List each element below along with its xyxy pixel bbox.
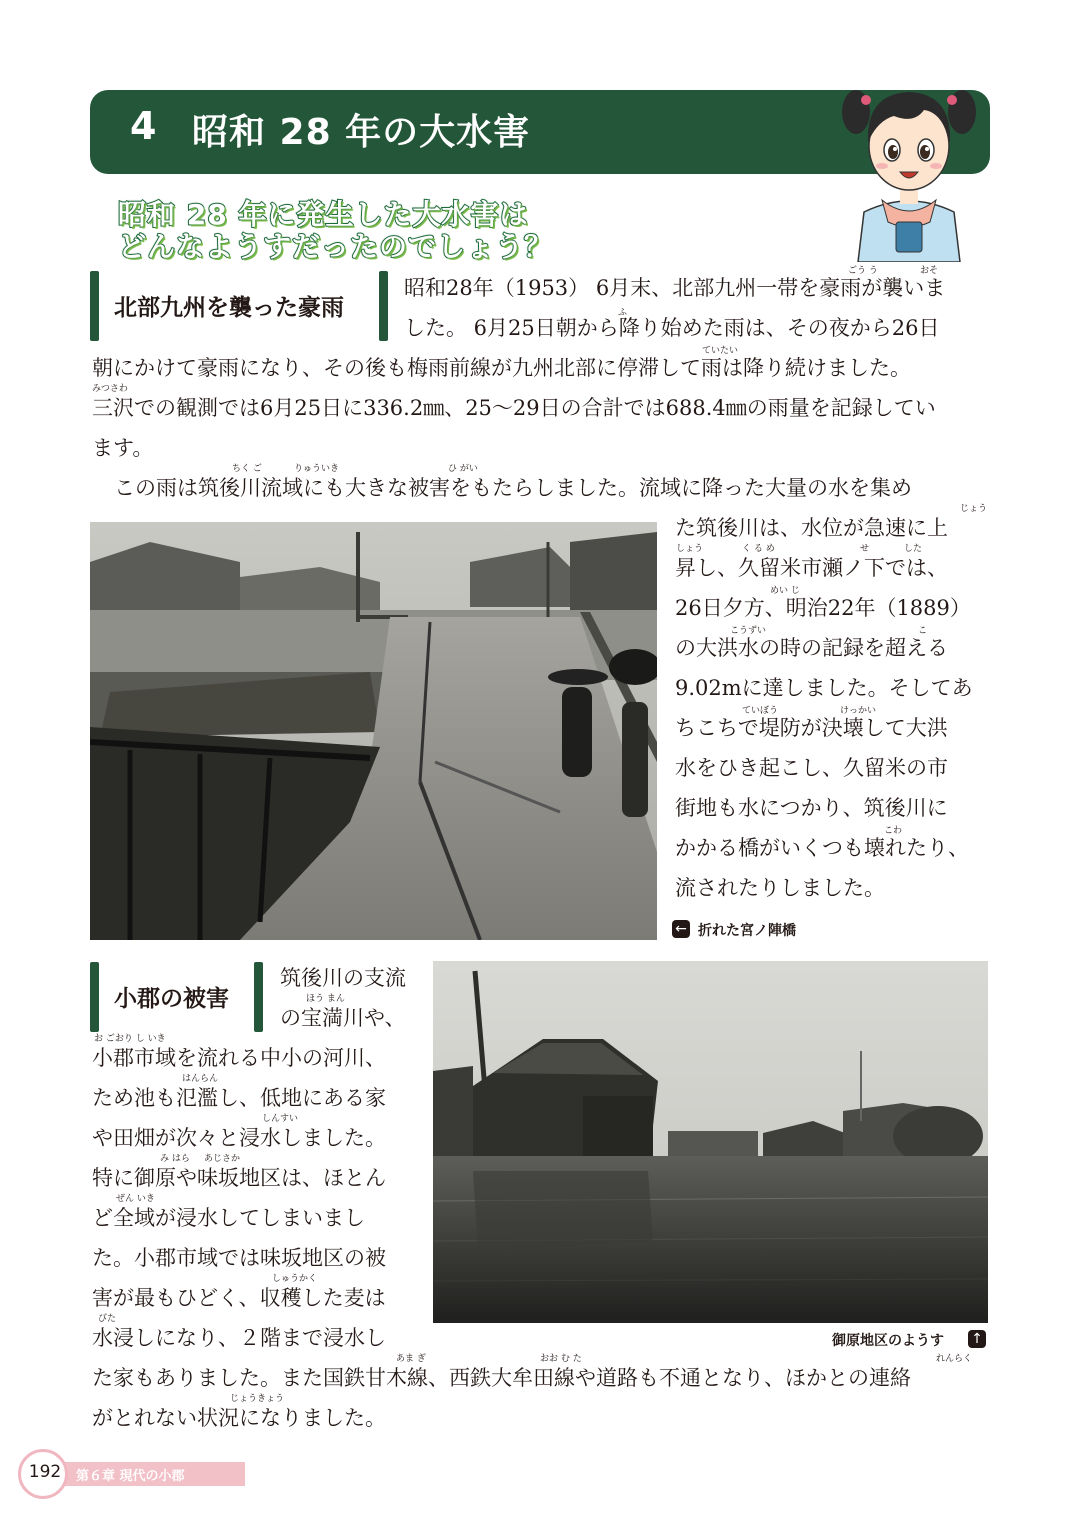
body-line: ちこちで堤防が決壊して大洪 xyxy=(675,716,948,740)
ruby: せ xyxy=(860,544,870,554)
body-line: 害が最もひどく、収穫した麦は xyxy=(92,1286,386,1310)
section-heading-ogori-damage xyxy=(90,962,263,1032)
ruby: ほう まん xyxy=(306,994,345,1004)
up-arrow-icon: ↑ xyxy=(968,1330,986,1348)
page-title: 昭和 28 年の大水害 xyxy=(192,112,531,153)
body-line: 三沢での観測では6月25日に336.2㎜、25～29日の合計では688.4㎜の雨量を記録してい xyxy=(92,396,936,420)
left-arrow-icon: ← xyxy=(672,920,690,938)
body-line: 水浸しになり、２階まで浸水し xyxy=(92,1326,386,1350)
body-line: 昭和28年（1953） 6月末、北部九州一帯を豪雨が襲いま xyxy=(404,276,946,300)
body-line: た。小郡市域では味坂地区の被 xyxy=(92,1246,386,1270)
body-line: 26日夕方、明治22年（1889） xyxy=(675,596,971,620)
page-number: 192 xyxy=(28,1462,62,1482)
broken-bridge-photo-image xyxy=(90,522,657,940)
heading-bar-left xyxy=(90,271,99,341)
body-line: がとれない状況になりました。 xyxy=(92,1406,386,1430)
flooded-mihara-photo-image xyxy=(433,961,988,1323)
ruby: おお む た xyxy=(540,1354,582,1364)
ruby: じょう xyxy=(960,504,988,514)
ruby: れんらく xyxy=(936,1354,973,1364)
body-line: この雨は筑後川流域にも大きな被害をもたらしました。流域に降った大量の水を集め xyxy=(114,476,912,500)
body-line: た筑後川は、水位が急速に上 xyxy=(675,516,948,540)
ruby: じょうきょう xyxy=(230,1394,285,1404)
ruby: ていたい xyxy=(702,346,739,356)
body-line: ます。 xyxy=(92,436,154,460)
ruby: お ごおり し いき xyxy=(94,1034,166,1044)
ruby: あじさか xyxy=(204,1154,241,1164)
broken-bridge-photo xyxy=(90,522,657,940)
body-line: 街地も水につかり、筑後川に xyxy=(675,796,948,820)
ruby: ていぼう xyxy=(742,706,779,716)
ruby: めい じ xyxy=(770,586,800,596)
body-line: 朝にかけて豪雨になり、その後も梅雨前線が九州北部に停滞して雨は降り続けました。 xyxy=(92,356,911,380)
body-line: 特に御原や味坂地区は、ほとん xyxy=(92,1166,386,1190)
question-line-2: どんなようすだったのでしょう？ xyxy=(118,230,554,263)
section-number: 4 xyxy=(130,104,157,148)
heading-bar-left xyxy=(90,962,99,1032)
ruby: ちく ご xyxy=(232,464,262,474)
body-line: した。 6月25日朝から降り始めた雨は、その夜から26日 xyxy=(404,316,940,340)
body-line: 筑後川の支流 xyxy=(280,966,406,990)
girl-character-illustration xyxy=(838,72,980,262)
body-line: 昇し、久留米市瀬ノ下では、 xyxy=(675,556,948,580)
body-line: 流されたりしました。 xyxy=(675,876,885,900)
heading-bar-right xyxy=(254,962,263,1032)
body-line: かかる橋がいくつも壊れたり、 xyxy=(675,836,969,860)
question-line-1: 昭和 28 年に発生した大水害は xyxy=(118,198,529,231)
body-line: 小郡市域を流れる中小の河川、 xyxy=(92,1046,386,1070)
photo-caption-broken-bridge: 折れた宮ノ陣橋 xyxy=(698,923,796,939)
body-line: や田畑が次々と浸水しました。 xyxy=(92,1126,386,1150)
body-line: の宝満川や、 xyxy=(280,1006,406,1030)
photo-caption-mihara: 御原地区のようす xyxy=(832,1333,944,1349)
ruby: しゅうかく xyxy=(272,1274,318,1284)
body-line: の大洪水の時の記録を超える xyxy=(675,636,948,660)
chapter-label: 第６章 現代の小郡 xyxy=(76,1469,185,1484)
ruby: ごう う xyxy=(848,266,878,276)
ruby: した xyxy=(904,544,923,554)
ruby: く る め xyxy=(742,544,775,554)
heading-bar-right xyxy=(379,271,388,341)
ruby: みつさわ xyxy=(92,384,128,394)
ruby: りゅういき xyxy=(294,464,340,474)
ruby: おそ xyxy=(920,266,939,276)
ruby: けっかい xyxy=(840,706,877,716)
section-heading-heavy-rain xyxy=(90,271,388,341)
body-line: 水をひき起こし、久留米の市 xyxy=(675,756,948,780)
body-line: た家もありました。また国鉄甘木線、西鉄大牟田線や道路も不通となり、ほかとの連絡 xyxy=(92,1366,911,1390)
ruby: びた xyxy=(98,1314,117,1324)
ruby: ひ がい xyxy=(448,464,478,474)
body-line: ため池も氾濫し、低地にある家 xyxy=(92,1086,386,1110)
ruby: あま ぎ xyxy=(396,1354,426,1364)
ruby: こわ xyxy=(884,826,903,836)
ruby: こ xyxy=(918,626,928,636)
flooded-mihara-photo xyxy=(433,961,988,1323)
ruby: み はら xyxy=(160,1154,190,1164)
ruby: ふ xyxy=(618,308,628,318)
body-line: ど全域が浸水してしまいまし xyxy=(92,1206,365,1230)
section-heading-text: 北部九州を襲った豪雨 xyxy=(114,295,344,321)
section-heading-text: 小郡の被害 xyxy=(114,986,229,1012)
ruby: ぜん いき xyxy=(116,1194,155,1204)
body-line: 9.02mに達しました。そしてあ xyxy=(675,676,973,700)
ruby: しんすい xyxy=(262,1114,299,1124)
ruby: しょう xyxy=(676,544,704,554)
ruby: こうずい xyxy=(730,626,767,636)
ruby: はんらん xyxy=(182,1074,219,1084)
